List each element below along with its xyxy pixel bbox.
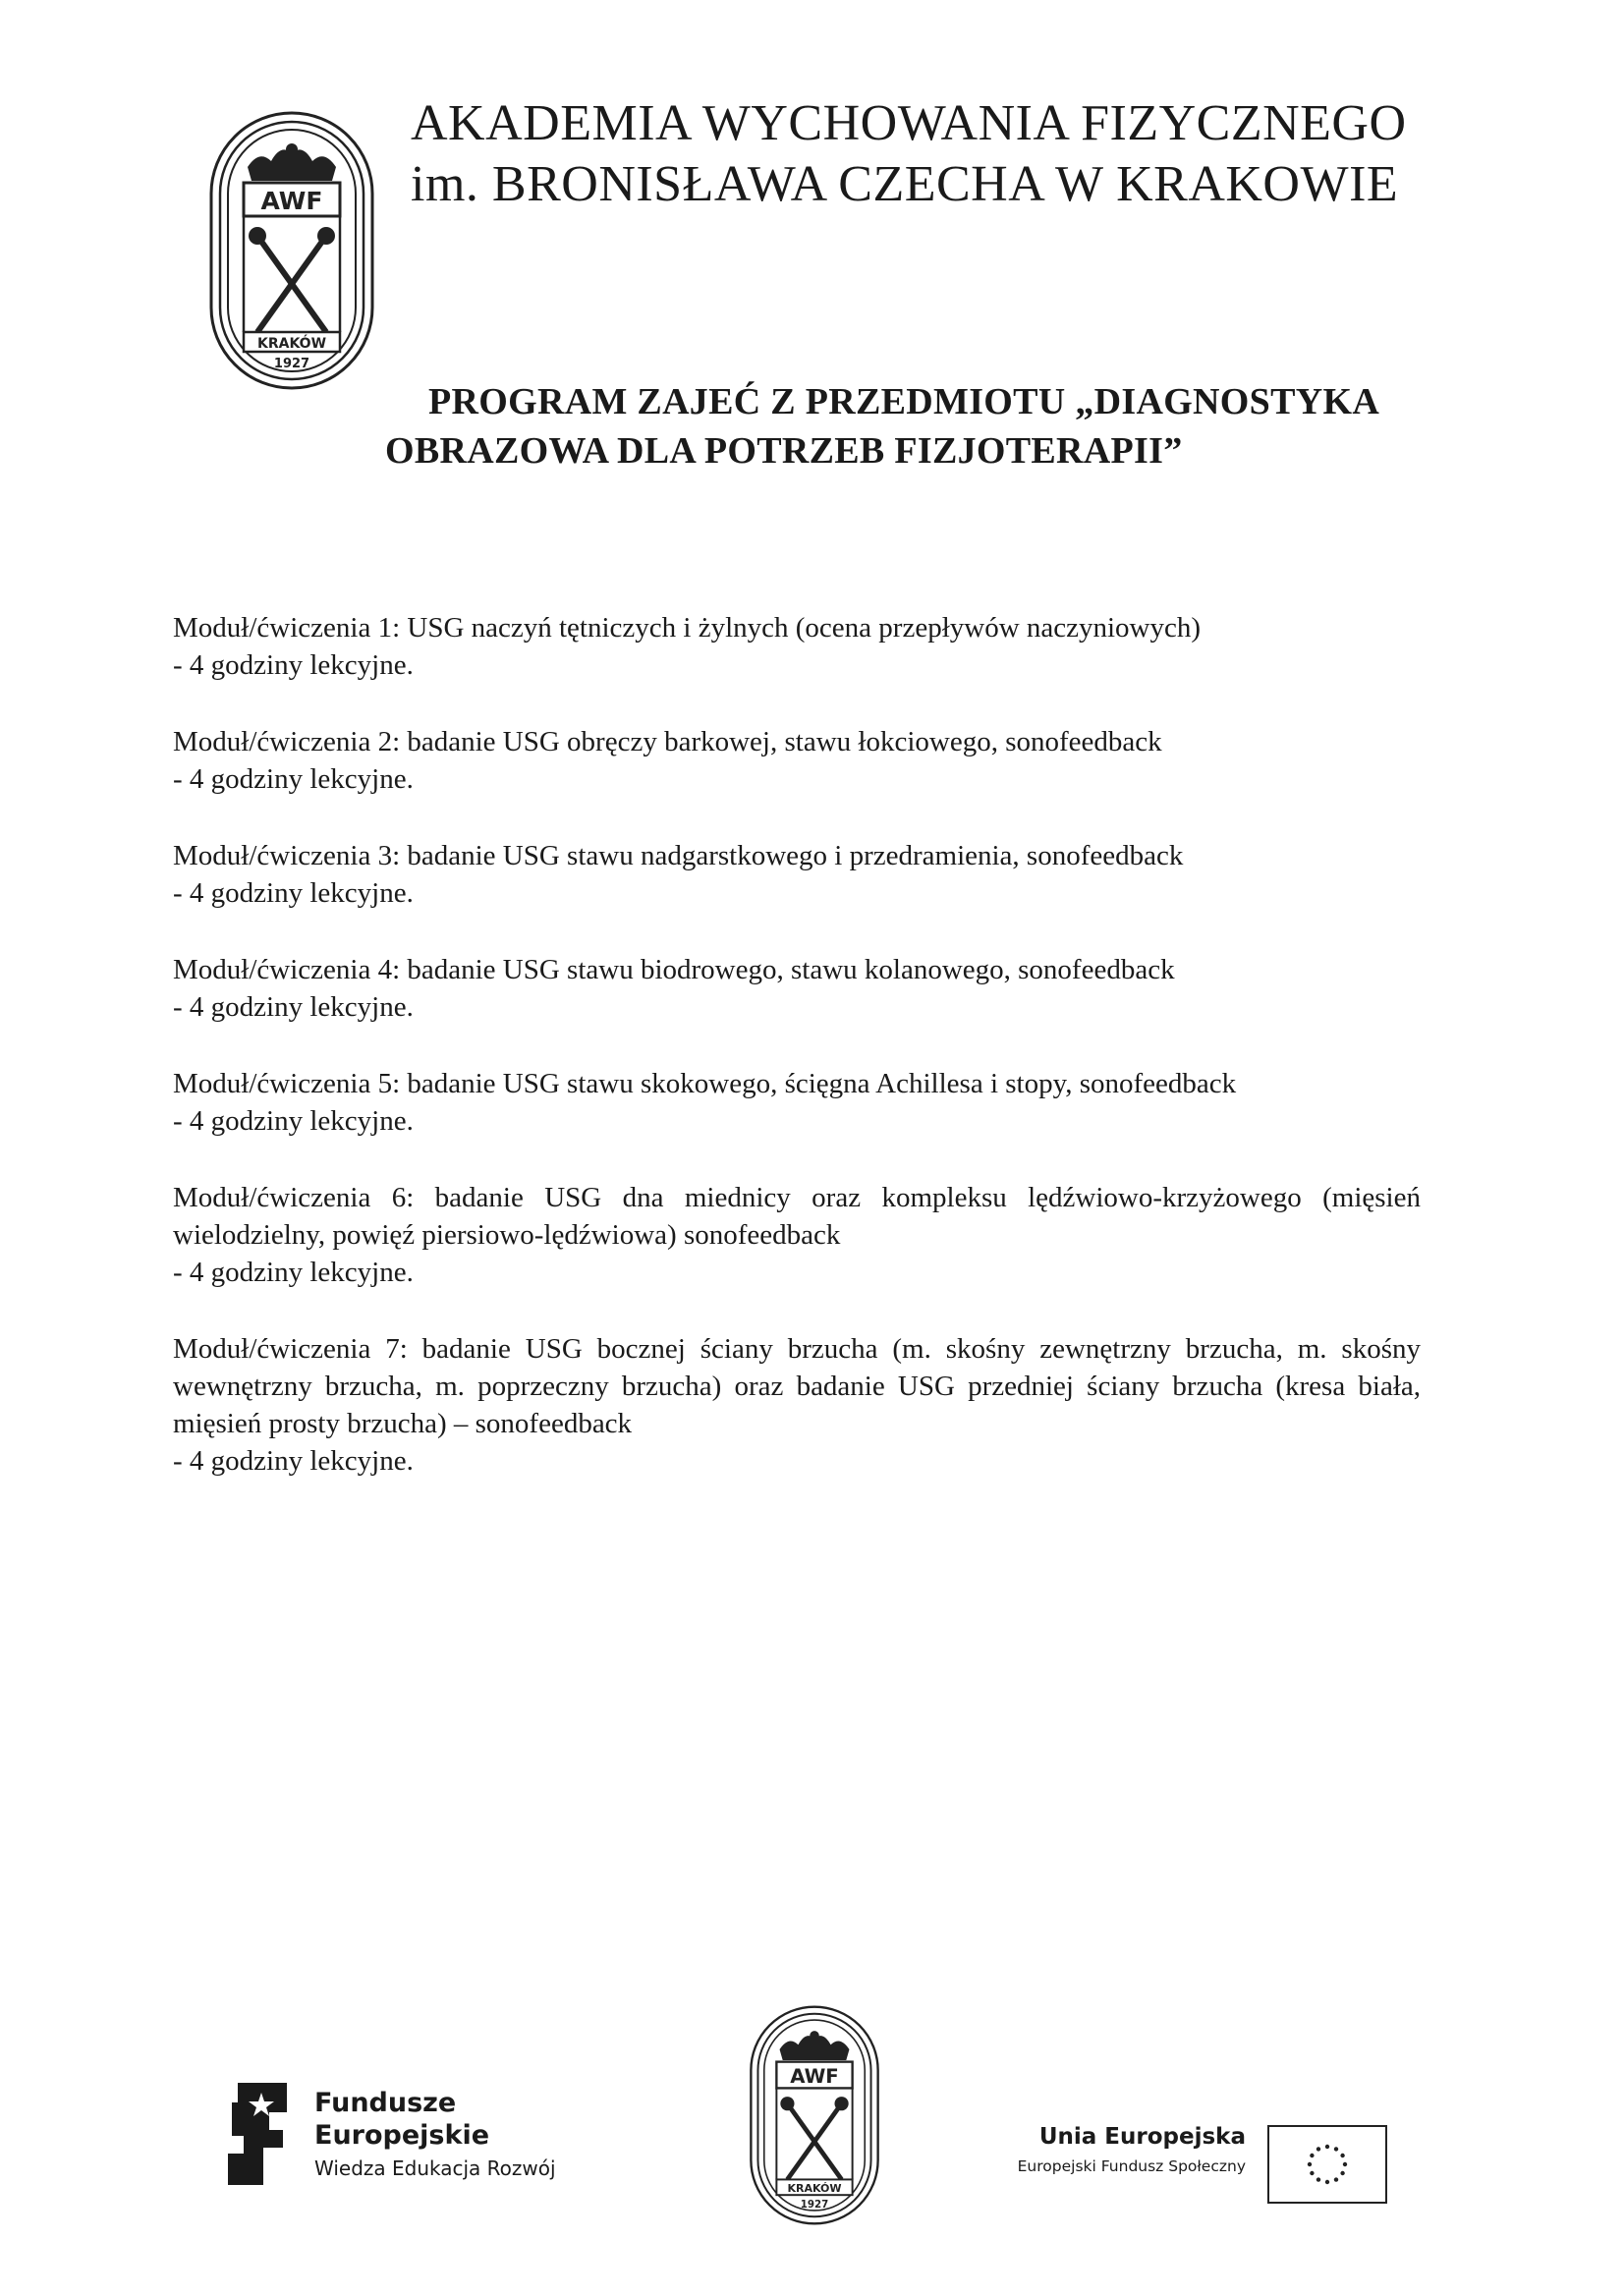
module-description: Moduł/ćwiczenia 4: badanie USG stawu biodrowego, stawu kolanowego, sonofeedback xyxy=(173,954,1175,985)
fe-line-3: Wiedza Edukacja Rozwój xyxy=(314,2156,556,2180)
module-item xyxy=(173,723,1421,798)
module-item xyxy=(173,837,1421,912)
modules-list xyxy=(173,609,1421,1519)
eu-line-2: Europejski Fundusz Społeczny xyxy=(1017,2157,1246,2175)
module-description: Moduł/ćwiczenia 7: badanie USG bocznej ściany brzucha (m. skośny zewnętrzny brzucha, m. skośny wewnętrzny brzucha, m. poprzeczny brzucha) oraz badanie USG przedniej ściany brzucha (kresa biała, mięsień prosty brzucha) – sonofeedback xyxy=(173,1333,1421,1439)
module-item xyxy=(173,609,1421,684)
fundusze-europejskie-logo xyxy=(224,2079,597,2197)
module-hours: - 4 godziny lekcyjne. xyxy=(173,1105,414,1137)
module-description: Moduł/ćwiczenia 1: USG naczyń tętniczych i żylnych (ocena przepływów naczyniowych) xyxy=(173,612,1202,644)
module-description: Moduł/ćwiczenia 3: badanie USG stawu nadgarstkowego i przedramienia, sonofeedback xyxy=(173,840,1184,871)
logo-year-text: 1927 xyxy=(800,2198,829,2211)
awf-emblem-logo xyxy=(208,110,375,391)
logo-awf-text: AWF xyxy=(790,2064,839,2088)
module-hours: - 4 godziny lekcyjne. xyxy=(173,763,414,795)
eu-text-block xyxy=(973,2120,1246,2179)
institution-line-1: AKADEMIA WYCHOWANIA FIZYCZNEGO xyxy=(411,95,1407,151)
logo-city-text: KRAKÓW xyxy=(787,2182,842,2196)
eu-flag-icon xyxy=(1267,2125,1387,2204)
program-title-line-1: PROGRAM ZAJEĆ Z PRZEDMIOTU „DIAGNOSTYKA xyxy=(428,381,1380,422)
module-description: Moduł/ćwiczenia 5: badanie USG stawu skokowego, ścięgna Achillesa i stopy, sonofeedback xyxy=(173,1068,1237,1099)
module-hours: - 4 godziny lekcyjne. xyxy=(173,991,414,1023)
fundusze-europejskie-mark-icon xyxy=(224,2079,293,2189)
awf-emblem-logo-footer xyxy=(749,2004,880,2226)
logo-city-text: KRAKÓW xyxy=(256,336,327,352)
module-item xyxy=(173,951,1421,1026)
module-item xyxy=(173,1065,1421,1140)
institution-line-2: im. BRONISŁAWA CZECHA W KRAKOWIE xyxy=(411,156,1399,212)
logo-awf-text: AWF xyxy=(260,187,323,215)
module-hours: - 4 godziny lekcyjne. xyxy=(173,877,414,909)
module-item xyxy=(173,1330,1421,1480)
module-description: Moduł/ćwiczenia 2: badanie USG obręczy barkowej, stawu łokciowego, sonofeedback xyxy=(173,726,1162,757)
program-title-line-2: OBRAZOWA DLA POTRZEB FIZJOTERAPII” xyxy=(385,430,1183,472)
module-hours: - 4 godziny lekcyjne. xyxy=(173,649,414,681)
program-title xyxy=(385,377,1427,476)
module-description: Moduł/ćwiczenia 6: badanie USG dna miednicy oraz kompleksu lędźwiowo-krzyżowego (mięsień wielodzielny, powięź piersiowo-lędźwiowa) sonofeedback xyxy=(173,1182,1421,1251)
fundusze-europejskie-text xyxy=(314,2087,556,2185)
module-hours: - 4 godziny lekcyjne. xyxy=(173,1445,414,1477)
fe-line-2: Europejskie xyxy=(314,2120,490,2151)
module-hours: - 4 godziny lekcyjne. xyxy=(173,1257,414,1288)
logo-year-text: 1927 xyxy=(273,357,310,371)
institution-name xyxy=(411,93,1540,215)
eu-line-1: Unia Europejska xyxy=(1038,2124,1246,2150)
fe-line-1: Fundusze xyxy=(314,2088,457,2118)
module-item xyxy=(173,1179,1421,1291)
